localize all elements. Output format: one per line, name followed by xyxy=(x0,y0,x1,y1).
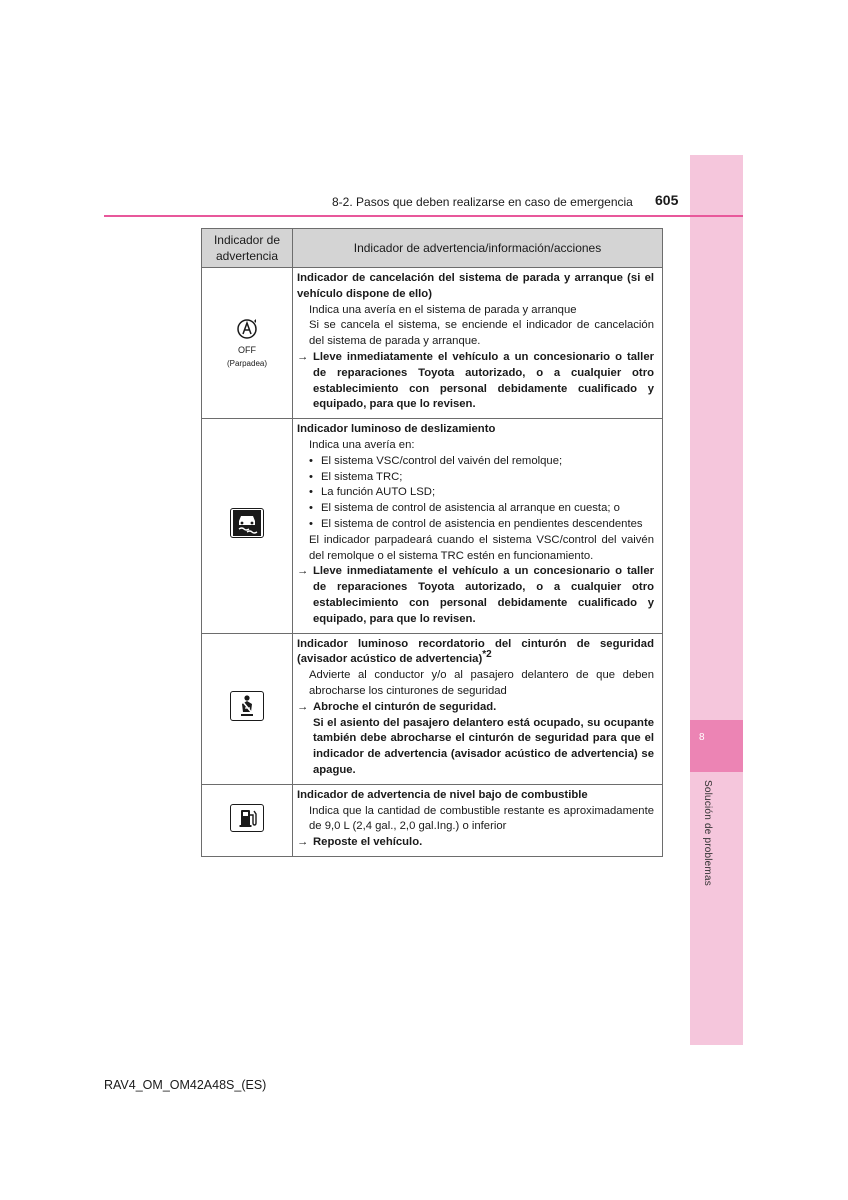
warning-indicator-table xyxy=(201,228,663,857)
list-item: • El sistema TRC; xyxy=(297,470,654,486)
indicator-cell xyxy=(202,268,293,419)
indicator-title xyxy=(297,637,654,669)
header-rule xyxy=(104,215,743,217)
document-code: RAV4_OM_OM42A48S_(ES) xyxy=(104,1078,267,1092)
action-line: → Reposte el vehículo. xyxy=(297,836,423,849)
list-item-text: El sistema TRC; xyxy=(321,470,403,483)
indicator-title: Indicador luminoso de deslizamiento xyxy=(297,423,496,436)
description-cell xyxy=(293,784,663,856)
indicator-cell xyxy=(202,784,293,856)
action-line: → Lleve inmediatamente el vehículo a un concesionario o taller de reparaciones Toyota autorizado, o a cualquier otro establecimiento con personal debidamente cualificado y equipado, para que lo revisen. xyxy=(297,565,654,625)
description-line: Indica una avería en el sistema de parada y arranque xyxy=(309,303,577,316)
slip-indicator-icon xyxy=(230,508,264,538)
column-header-actions: Indicador de advertencia/información/acciones xyxy=(293,229,663,268)
seatbelt-reminder-icon xyxy=(230,691,264,721)
chapter-number-tab[interactable] xyxy=(690,720,743,772)
chapter-title: Solución de problemas xyxy=(702,780,713,886)
description-line: Indica una avería en: xyxy=(309,438,415,451)
list-item-text: El sistema VSC/control del vaivén del remolque; xyxy=(321,454,563,467)
indicator-title: Indicador de cancelación del sistema de parada y arranque (si el vehículo dispone de ello) xyxy=(297,272,654,300)
action-line: → Abroche el cinturón de seguridad. xyxy=(297,700,497,713)
icon-caption: (Parpadea) xyxy=(226,359,268,369)
indicator-title-text: Indicador luminoso recordatorio del cinturón de seguridad (avisador acústico de advertencia) xyxy=(297,637,654,666)
table-row xyxy=(202,784,663,856)
list-item-text: La función AUTO LSD; xyxy=(321,486,436,499)
action-text: Lleve inmediatamente el vehículo a un concesionario o taller de reparaciones Toyota autorizado, o a cualquier otro establecimiento con personal debidamente cualificado y equipado, para que lo revisen. xyxy=(313,350,654,411)
chapter-number: 8 xyxy=(699,732,705,743)
action-text: Abroche el cinturón de seguridad. xyxy=(313,700,497,713)
list-item: • El sistema VSC/control del vaivén del remolque; xyxy=(297,454,654,470)
list-item: • El sistema de control de asistencia en pendientes descendentes xyxy=(297,517,654,533)
column-header-indicator: Indicador de advertencia xyxy=(202,229,293,268)
action-line: → Lleve inmediatamente el vehículo a un concesionario o taller de reparaciones Toyota autorizado, o a cualquier otro establecimiento con personal debidamente cualificado y equipado, para que lo revisen. xyxy=(297,350,654,411)
action-extra: Si el asiento del pasajero delantero está ocupado, su ocupante también debe abrocharse el cinturón de seguridad para que el indicador de advertencia (avisador acústico de advertencia) se apague. xyxy=(313,716,654,776)
action-text: Lleve inmediatamente el vehículo a un concesionario o taller de reparaciones Toyota autorizado, o a cualquier otro establecimiento con personal debidamente cualificado y equipado, para que lo revisen. xyxy=(313,565,654,625)
table-row xyxy=(202,633,663,784)
description-line: Indica que la cantidad de combustible restante es aproximadamente de 9,0 L (2,4 gal., 2,0 gal.Ing.) o inferior xyxy=(309,804,654,833)
description-cell xyxy=(293,633,663,784)
indicator-cell xyxy=(202,633,293,784)
description-line: Advierte al conductor y/o al pasajero delantero de que deben abrocharse los cinturones de seguridad xyxy=(309,669,654,697)
list-item: • El sistema de control de asistencia al arranque en cuesta; o xyxy=(297,501,654,517)
table-header-row xyxy=(202,229,663,268)
description-cell xyxy=(293,419,663,633)
list-item: • La función AUTO LSD; xyxy=(297,485,654,501)
action-text: Reposte el vehículo. xyxy=(313,836,423,849)
icon-off-text: OFF xyxy=(238,345,256,356)
list-item-text: El sistema de control de asistencia en pendientes descendentes xyxy=(321,517,643,530)
stop-start-off-icon xyxy=(230,318,264,355)
table-row xyxy=(202,268,663,419)
description-note: El indicador parpadeará cuando el sistema VSC/control del vaivén del remolque o el sistema TRC estén en funcionamiento. xyxy=(309,533,654,562)
section-title: 8-2. Pasos que deben realizarse en caso de emergencia xyxy=(332,195,633,209)
list-item-text: El sistema de control de asistencia al arranque en cuesta; o xyxy=(321,502,620,515)
fuel-pump-icon xyxy=(230,804,264,832)
table-row xyxy=(202,419,663,633)
page-number: 605 xyxy=(655,192,679,208)
footnote-marker: *2 xyxy=(482,649,492,661)
indicator-cell xyxy=(202,419,293,633)
indicator-title: Indicador de advertencia de nivel bajo de combustible xyxy=(297,788,588,801)
description-cell xyxy=(293,268,663,419)
description-line: Si se cancela el sistema, se enciende el indicador de cancelación del sistema de parada y arranque. xyxy=(309,319,654,348)
